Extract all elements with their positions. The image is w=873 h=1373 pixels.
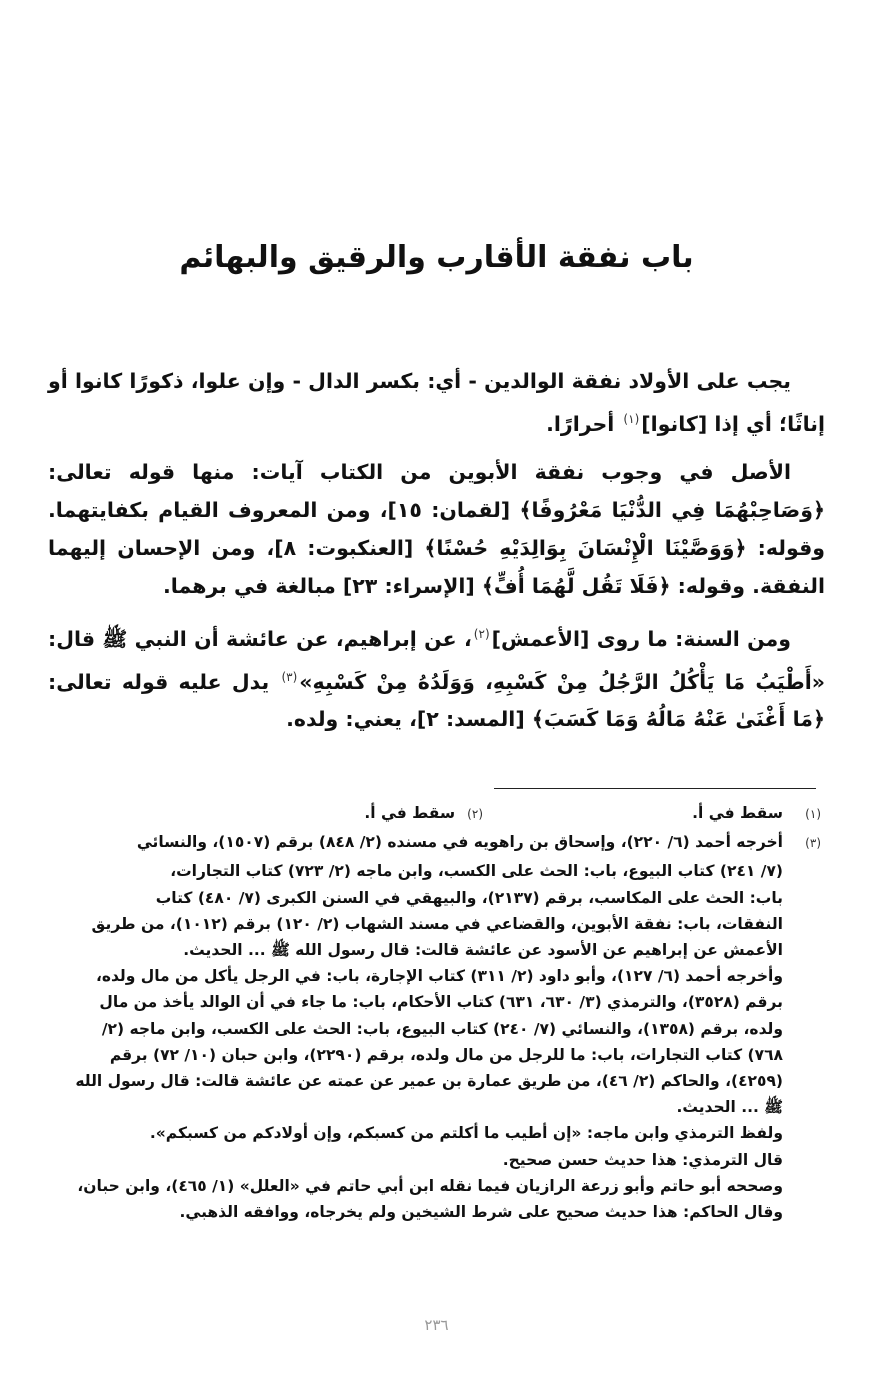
footnote-3-line-0: أخرجه أحمد (٦/ ٢٢٠)، وإسحاق بن راهويه في مسنده (٢/ ٨٤٨) برقم (١٥٠٧)، والنسائي <box>136 833 783 852</box>
footnote-extra-5: ﷺ ... الحديث. <box>676 1098 783 1117</box>
footnote-1-number: (١) <box>805 807 821 821</box>
footnote-3-line-3: النفقات، باب: نفقة الأبوين، والقضاعي في مسند الشهاب (٢/ ١٢٠) برقم (١٠١٢)، من طريق <box>91 914 783 933</box>
footnote-extra-7: قال الترمذي: هذا حديث حسن صحيح. <box>502 1150 783 1169</box>
paragraph-1-text-a: يجب على الأولاد نفقة الوالدين - أي: بكسر الدال - وإن علوا، ذكورًا كانوا أو إناثًا؛ أي إذا [كانوا] <box>48 369 825 436</box>
footnote-1-text: سقط في أ. <box>692 804 783 822</box>
footnote-2-number: (٢) <box>467 807 483 821</box>
footnotes <box>49 800 821 1225</box>
footnote-ref-2[interactable]: (٢) <box>473 626 490 641</box>
paragraph-1-text-b: أحرارًا. <box>546 411 615 436</box>
main-text <box>48 362 825 748</box>
footnote-3-line-4: الأعمش عن إبراهيم عن الأسود عن عائشة قالت: قال رسول الله ﷺ ... الحديث. <box>183 941 783 960</box>
footnote-1-2-row <box>49 800 821 827</box>
footnote-divider <box>494 788 816 789</box>
paragraph-2: الأصل في وجوب نفقة الأبوين من الكتاب آيات: منها قوله تعالى: ﴿وَصَاحِبْهُمَا فِي الدُّنْيَا مَعْرُوفًا﴾ [لقمان: ١٥]، ومن المعروف القيام بكفايتهما. وقوله: ﴿وَوَصَّيْنَا الْإِنْسَانَ بِوَالِدَيْهِ حُسْنًا﴾ [العنكبوت: ٨]، ومن الإحسان إليهما النفقة. وقوله: ﴿فَلَا تَقُل لَّهُمَا أُفٍّ﴾ [الإسراء: ٢٣] مبالغة في برهما. <box>48 459 825 598</box>
footnote-ref-3[interactable]: (٣) <box>281 669 298 684</box>
footnote-extra-9: وقال الحاكم: هذا حديث صحيح على شرط الشيخين ولم يخرجاه، ووافقه الذهبي. <box>179 1203 783 1222</box>
paragraph-3-text-c: يدل عليه قوله تعالى: ﴿مَا أَغْنَىٰ عَنْهُ مَالُهُ وَمَا كَسَبَ﴾ [المسد: ٢]، يعني: ولده. <box>48 669 825 732</box>
footnote-3-line-1: (٧/ ٢٤١) كتاب البيوع، باب: الحث على الكسب، وابن ماجه (٢/ ٧٢٣) كتاب التجارات، <box>170 862 783 881</box>
footnote-2-text: سقط في أ. <box>364 804 456 822</box>
footnote-extra-3: ٧٦٨) كتاب التجارات، باب: ما للرجل من مال ولده، برقم (٢٢٩٠)، وابن حبان (١٠/ ٧٢) برقم <box>109 1045 783 1064</box>
paragraph-1 <box>48 362 825 443</box>
footnote-extra-6: ولفظ الترمذي وابن ماجه: «إن أطيب ما أكلتم من كسبكم، وإن أولادكم من كسبكم». <box>149 1124 783 1143</box>
page-number: ٢٣٦ <box>424 1316 449 1334</box>
footnote-3 <box>49 829 821 856</box>
footnote-extra-2: ولده، برقم (١٣٥٨)، والنسائي (٧/ ٢٤٠) كتاب البيوع، باب: الحث على الكسب، وابن ماجه (٢/ <box>101 1019 783 1038</box>
chapter-title: باب نفقة الأقارب والرقيق والبهائم <box>179 240 694 275</box>
paragraph-3-text-b: ، عن إبراهيم، عن عائشة أن النبي ﷺ قال: «أَطْيَبُ مَا يَأْكُلُ الرَّجُلُ مِنْ كَسْبِهِ، وَوَلَدُهُ مِنْ كَسْبِهِ» <box>48 626 825 694</box>
footnote-3-line-2: باب: الحث على المكاسب، برقم (٢١٣٧)، والبيهقي في السنن الكبرى (٧/ ٤٨٠) كتاب <box>155 888 783 907</box>
footnote-extra-4: (٤٢٥٩)، والحاكم (٢/ ٤٦)، من طريق عمارة بن عمير عن عمته عن عائشة قالت: قال رسول الله <box>75 1072 783 1091</box>
footnote-ref-1[interactable]: (١) <box>623 412 640 426</box>
footnote-extra-8: وصححه أبو حاتم وأبو زرعة الرازيان فيما نقله ابن أبي حاتم في «العلل» (١/ ٤٦٥)، وابن حبان، <box>77 1176 783 1195</box>
footnote-extra-0: وأخرجه أحمد (٦/ ١٢٧)، وأبو داود (٢/ ٣١١) كتاب الإجارة، باب: في الرجل يأكل من مال ولده، <box>95 967 783 986</box>
footnote-3-number: (٣) <box>805 836 821 851</box>
footnote-extra-1: برقم (٣٥٢٨)، والترمذي (٣/ ٦٣٠، ٦٣١) كتاب الأحكام، باب: ما جاء في أن الوالد يأخذ من مال <box>99 993 783 1012</box>
paragraph-3-text-a: ومن السنة: ما روى [الأعمش] <box>491 626 791 651</box>
paragraph-3 <box>48 615 825 739</box>
